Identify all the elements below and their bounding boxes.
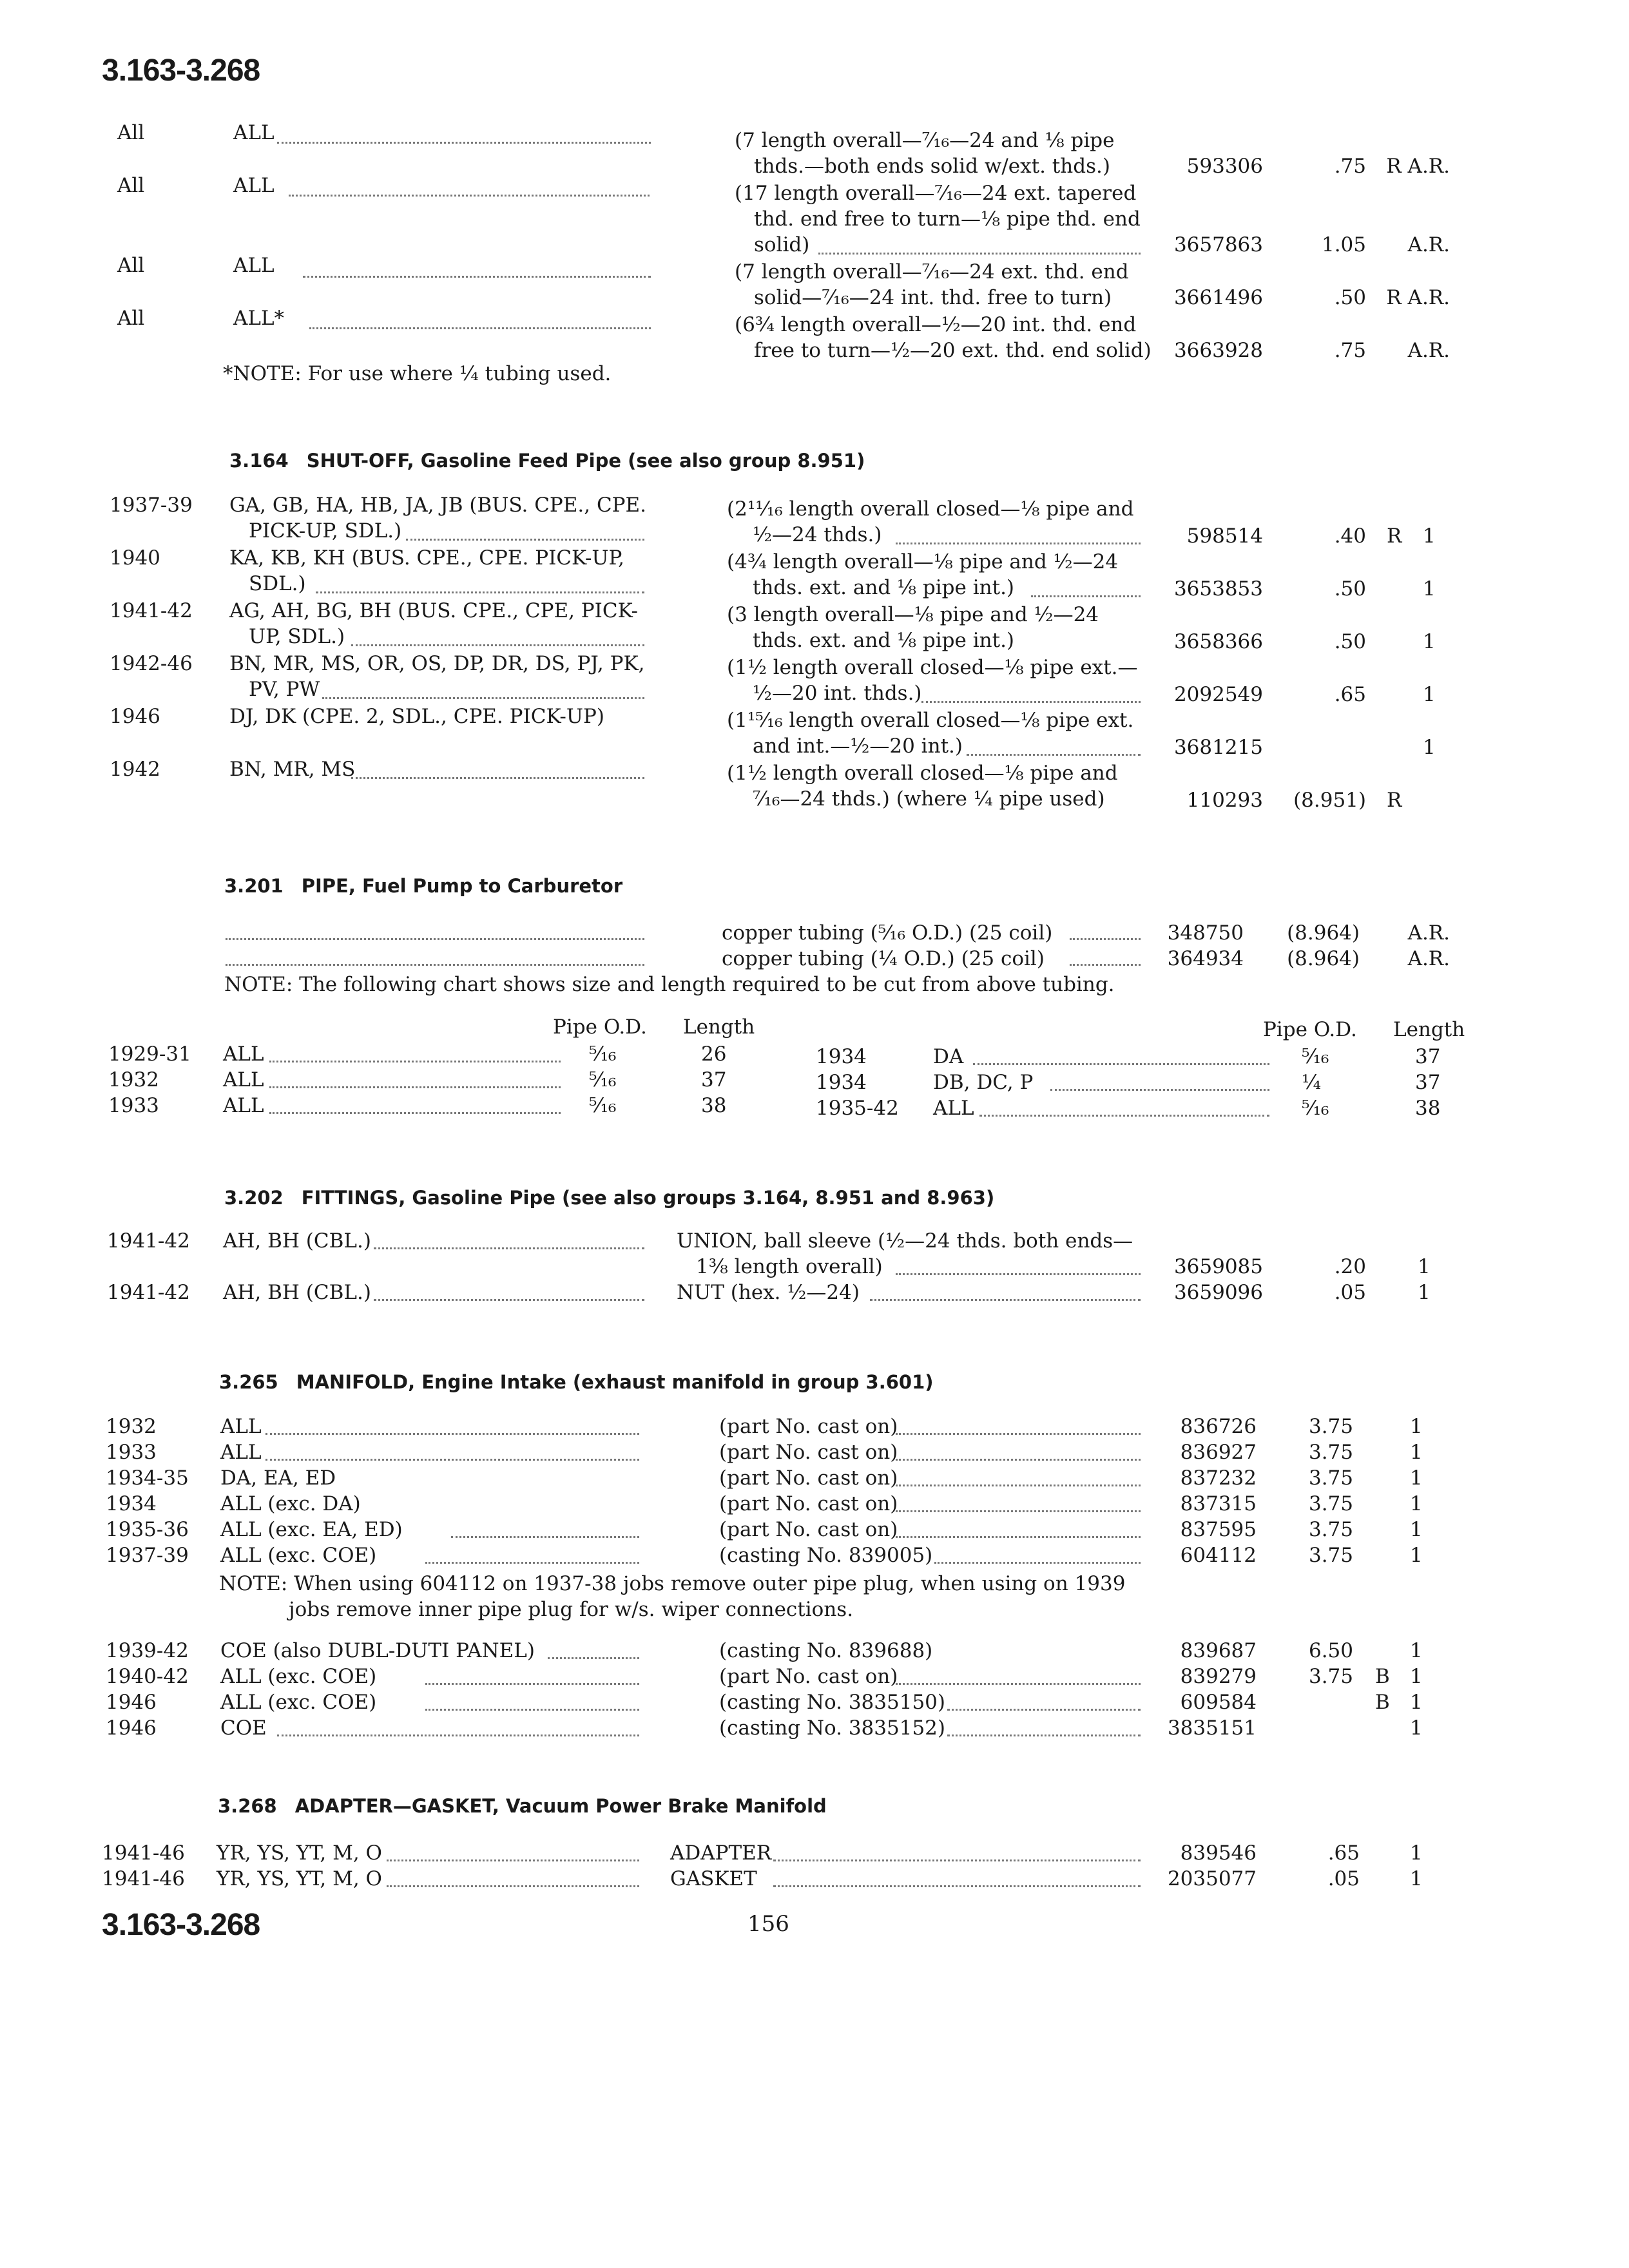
flag: B xyxy=(1375,1691,1390,1714)
year-cell: 1933 xyxy=(106,1441,157,1464)
leader-dots xyxy=(1070,938,1141,940)
model-cell: ALL (exc. DA) xyxy=(220,1492,361,1515)
part-number: 110293 xyxy=(1186,789,1263,812)
part-number: 837232 xyxy=(1180,1466,1257,1490)
qty: A.R. xyxy=(1407,233,1450,256)
price: (8.951) xyxy=(1293,789,1366,812)
desc-line: thd. end free to turn—⅛ pipe thd. end xyxy=(754,207,1141,231)
desc-line: (part No. cast on) xyxy=(719,1518,898,1541)
length: 38 xyxy=(701,1094,727,1117)
model-cell: COE xyxy=(220,1716,267,1740)
part-number: 3681215 xyxy=(1173,736,1263,759)
desc-line: (part No. cast on) xyxy=(719,1665,898,1688)
section-title: MANIFOLD, Engine Intake (exhaust manifold in group 3.601) xyxy=(296,1371,934,1393)
year-cell: 1946 xyxy=(106,1716,157,1740)
qty: 1 xyxy=(1410,1441,1423,1464)
year-cell: 1935-36 xyxy=(106,1518,189,1541)
qty: 1 xyxy=(1418,1255,1431,1278)
model-cell: DB, DC, P xyxy=(933,1071,1034,1094)
leader-dots xyxy=(870,1299,1141,1301)
desc-line: copper tubing (¼ O.D.) (25 coil) xyxy=(722,947,1045,970)
part-number: 2035077 xyxy=(1167,1867,1257,1890)
part-number: 839279 xyxy=(1180,1665,1257,1688)
year-cell: 1932 xyxy=(106,1415,157,1438)
price: .75 xyxy=(1334,339,1366,362)
model-cell: ALL xyxy=(233,121,275,144)
year-cell: 1934-35 xyxy=(106,1466,189,1490)
price: (8.964) xyxy=(1287,947,1360,970)
desc-line: 1⅜ length overall) xyxy=(696,1255,883,1278)
desc-line: (2¹¹⁄₁₆ length overall closed—⅛ pipe and xyxy=(727,497,1134,521)
year-cell: 1933 xyxy=(108,1094,159,1117)
section-heading xyxy=(229,450,865,472)
part-number: 598514 xyxy=(1186,524,1263,548)
year-cell: 1937-39 xyxy=(106,1544,189,1567)
qty: 1 xyxy=(1423,683,1436,706)
part-number: 3659085 xyxy=(1173,1255,1263,1278)
length: 37 xyxy=(1415,1045,1441,1068)
model-line: PICK-UP, SDL.) xyxy=(249,519,402,543)
desc-line: ADAPTER xyxy=(670,1841,772,1865)
desc-line: (6¾ length overall—½—20 int. thd. end xyxy=(735,313,1137,336)
desc-line: free to turn—½—20 ext. thd. end solid) xyxy=(754,339,1152,362)
desc-line: (casting No. 3835150) xyxy=(719,1691,945,1714)
section-heading xyxy=(219,1371,934,1393)
model-cell: ALL xyxy=(933,1097,974,1120)
leader-dots xyxy=(277,1735,639,1736)
qty: 1 xyxy=(1423,630,1436,653)
part-number: 839546 xyxy=(1180,1841,1257,1865)
section-number: 3.265 xyxy=(219,1371,278,1393)
model-cell: DA xyxy=(933,1045,964,1068)
qty: 1 xyxy=(1410,1716,1423,1740)
year-cell: 1946 xyxy=(110,705,160,728)
desc-line: (17 length overall—⁷⁄₁₆—24 ext. tapered xyxy=(735,182,1137,205)
note: NOTE: The following chart shows size and length required to be cut from above tubing. xyxy=(224,973,1115,996)
leader-dots xyxy=(947,1709,1141,1711)
desc-line: (casting No. 839688) xyxy=(719,1639,933,1662)
desc-line: solid—⁷⁄₁₆—24 int. thd. free to turn) xyxy=(754,286,1112,309)
model-line: BN, MR, MS, OR, OS, DP, DR, DS, PJ, PK, xyxy=(229,652,645,675)
leader-dots xyxy=(322,697,644,699)
length: 38 xyxy=(1415,1097,1441,1120)
price: 3.75 xyxy=(1308,1665,1353,1688)
qty: 1 xyxy=(1423,736,1436,759)
part-number: 3835151 xyxy=(1167,1716,1257,1740)
part-number: 364934 xyxy=(1167,947,1244,970)
qty: 1 xyxy=(1410,1518,1423,1541)
desc-line: solid) xyxy=(754,233,810,256)
pipe-od: ⁵⁄₁₆ xyxy=(1302,1097,1329,1120)
leader-dots xyxy=(967,754,1141,756)
note: *NOTE: For use where ¼ tubing used. xyxy=(223,362,612,385)
desc-line: (3 length overall—⅛ pipe and ½—24 xyxy=(727,603,1099,626)
part-number: 839687 xyxy=(1180,1639,1257,1662)
model-line: SDL.) xyxy=(249,572,306,595)
price: 3.75 xyxy=(1308,1518,1353,1541)
leader-dots xyxy=(316,591,644,593)
qty: 1 xyxy=(1410,1544,1423,1567)
part-number: 836927 xyxy=(1180,1441,1257,1464)
model-cell: ALL (exc. COE) xyxy=(220,1691,377,1714)
desc-line: (part No. cast on) xyxy=(719,1492,898,1515)
qty: A.R. xyxy=(1407,921,1450,945)
part-number: 609584 xyxy=(1180,1691,1257,1714)
leader-dots xyxy=(387,1860,639,1861)
part-number: 604112 xyxy=(1180,1544,1257,1567)
year-cell: 1939-42 xyxy=(106,1639,189,1662)
leader-dots xyxy=(973,1063,1269,1065)
leader-dots xyxy=(979,1115,1269,1117)
section-heading xyxy=(218,1795,827,1817)
desc-line: (part No. cast on) xyxy=(719,1415,898,1438)
part-number: 3653853 xyxy=(1173,577,1263,601)
desc-line: copper tubing (⁵⁄₁₆ O.D.) (25 coil) xyxy=(722,921,1053,945)
qty: 1 xyxy=(1410,1466,1423,1490)
leader-dots xyxy=(303,276,651,278)
leader-dots xyxy=(896,1485,1141,1486)
section-title: FITTINGS, Gasoline Pipe (see also groups 3.164, 8.951 and 8.963) xyxy=(301,1187,995,1209)
part-number: 3658366 xyxy=(1173,630,1263,653)
model-cell: ALL (exc. COE) xyxy=(220,1665,377,1688)
price: .05 xyxy=(1334,1281,1366,1304)
year-cell: 1941-46 xyxy=(102,1867,185,1890)
model-cell: YR, YS, YT, M, O xyxy=(217,1841,382,1865)
length: 37 xyxy=(1415,1071,1441,1094)
leader-dots xyxy=(387,1885,639,1887)
leader-dots xyxy=(265,1459,639,1461)
leader-dots xyxy=(1031,595,1141,597)
page-header-bottom: 3.163-3.268 xyxy=(102,1908,260,1942)
price: .75 xyxy=(1334,155,1366,178)
leader-dots xyxy=(374,1299,644,1301)
year-cell: 1940 xyxy=(110,546,160,570)
desc-line: (part No. cast on) xyxy=(719,1466,898,1490)
leader-dots xyxy=(351,777,644,779)
qty: 1 xyxy=(1410,1665,1423,1688)
qty: 1 xyxy=(1423,577,1436,601)
model-cell: ALL xyxy=(223,1068,264,1091)
part-number: 837315 xyxy=(1180,1492,1257,1515)
qty: 1 xyxy=(1410,1867,1423,1890)
qty: 1 xyxy=(1410,1639,1423,1662)
desc-line: (casting No. 3835152) xyxy=(719,1716,945,1740)
desc-line: (1½ length overall closed—⅛ pipe and xyxy=(727,762,1118,785)
price: 3.75 xyxy=(1308,1415,1353,1438)
part-number: 3659096 xyxy=(1173,1281,1263,1304)
year-cell: 1941-42 xyxy=(107,1281,190,1304)
price: (8.964) xyxy=(1287,921,1360,945)
model-cell: ALL (exc. EA, ED) xyxy=(220,1518,403,1541)
flag: B xyxy=(1375,1665,1390,1688)
qty: 1 xyxy=(1410,1841,1423,1865)
flag: R xyxy=(1387,789,1402,812)
desc-line: and int.—½—20 int.) xyxy=(753,735,963,758)
section-title: ADAPTER—GASKET, Vacuum Power Brake Manifold xyxy=(294,1795,827,1817)
leader-dots xyxy=(406,539,644,541)
part-number: 836726 xyxy=(1180,1415,1257,1438)
pipe-od: ⁵⁄₁₆ xyxy=(1302,1045,1329,1068)
qty: 1 xyxy=(1418,1281,1431,1304)
chart-head-od: Pipe O.D. xyxy=(553,1015,647,1039)
leader-dots xyxy=(896,1536,1141,1538)
part-number: 593306 xyxy=(1186,155,1263,178)
qty: A.R. xyxy=(1407,339,1450,362)
leader-dots xyxy=(351,644,644,646)
leader-dots xyxy=(921,701,1141,703)
leader-dots xyxy=(309,327,651,329)
year-cell: 1946 xyxy=(106,1691,157,1714)
section-number: 3.202 xyxy=(224,1187,284,1209)
model-cell: ALL xyxy=(223,1094,264,1117)
leader-dots xyxy=(451,1536,639,1538)
model-line: UP, SDL.) xyxy=(249,625,345,648)
price: .50 xyxy=(1334,577,1366,601)
leader-dots xyxy=(269,1112,561,1114)
pipe-od: ⁵⁄₁₆ xyxy=(589,1094,617,1117)
year-cell: 1941-42 xyxy=(107,1229,190,1253)
leader-dots xyxy=(896,1459,1141,1461)
desc-line: ½—20 int. thds.) xyxy=(753,682,922,705)
price: 3.75 xyxy=(1308,1544,1353,1567)
leader-dots xyxy=(947,1735,1141,1736)
desc-line: ½—24 thds.) xyxy=(753,523,882,546)
model-line: BN, MR, MS xyxy=(229,758,356,781)
desc-line: ⁷⁄₁₆—24 thds.) (where ¼ pipe used) xyxy=(753,787,1105,811)
note-line: NOTE: When using 604112 on 1937-38 jobs remove outer pipe plug, when using on 1939 xyxy=(219,1572,1126,1595)
leader-dots xyxy=(226,964,644,966)
part-number: 2092549 xyxy=(1173,683,1263,706)
model-cell: DA, EA, ED xyxy=(220,1466,336,1490)
leader-dots xyxy=(934,1562,1141,1564)
leader-dots xyxy=(425,1562,639,1564)
leader-dots xyxy=(1050,1089,1269,1091)
section-number: 3.201 xyxy=(224,875,284,897)
leader-dots xyxy=(548,1657,639,1659)
leader-dots xyxy=(374,1247,644,1249)
leader-dots xyxy=(896,1433,1141,1435)
desc-line: GASKET xyxy=(670,1867,757,1890)
year-cell: 1941-46 xyxy=(102,1841,185,1865)
leader-dots xyxy=(896,543,1141,544)
year-cell: 1932 xyxy=(108,1068,159,1091)
year-cell: All xyxy=(117,174,145,197)
year-cell: 1929-31 xyxy=(108,1043,191,1066)
part-number: 3661496 xyxy=(1173,286,1263,309)
price: 3.75 xyxy=(1308,1466,1353,1490)
leader-dots xyxy=(277,142,651,144)
qty: 1 xyxy=(1423,524,1436,548)
desc-line: (4¾ length overall—⅛ pipe and ½—24 xyxy=(727,550,1119,573)
desc-line: thds. ext. and ⅛ pipe int.) xyxy=(753,576,1015,599)
year-cell: 1937-39 xyxy=(110,494,193,517)
section-number: 3.164 xyxy=(229,450,289,472)
length: 26 xyxy=(701,1043,727,1066)
leader-dots xyxy=(265,1433,639,1435)
part-number: 348750 xyxy=(1167,921,1244,945)
model-cell: ALL xyxy=(223,1043,264,1066)
leader-dots xyxy=(425,1709,639,1711)
year-cell: 1935-42 xyxy=(816,1097,899,1120)
section-number: 3.268 xyxy=(218,1795,277,1817)
price: 1.05 xyxy=(1321,233,1366,256)
leader-dots xyxy=(773,1885,1141,1887)
leader-dots xyxy=(1070,964,1141,966)
model-cell: ALL* xyxy=(233,307,285,330)
page-number: 156 xyxy=(747,1911,789,1937)
year-cell: 1941-42 xyxy=(110,599,193,622)
chart-head-length: Length xyxy=(1393,1018,1465,1041)
model-line: DJ, DK (CPE. 2, SDL., CPE. PICK-UP) xyxy=(229,705,604,728)
year-cell: 1942-46 xyxy=(110,652,193,675)
leader-dots xyxy=(896,1273,1141,1275)
leader-dots xyxy=(226,938,644,940)
desc-line: (7 length overall—⁷⁄₁₆—24 ext. thd. end xyxy=(735,260,1129,284)
leader-dots xyxy=(896,1683,1141,1685)
price: 3.75 xyxy=(1308,1492,1353,1515)
year-cell: All xyxy=(117,254,145,277)
desc-line: thds.—both ends solid w/ext. thds.) xyxy=(754,155,1110,178)
length: 37 xyxy=(701,1068,727,1091)
price: .20 xyxy=(1334,1255,1366,1278)
year-cell: 1942 xyxy=(110,758,160,781)
qty: 1 xyxy=(1410,1415,1423,1438)
section-title: PIPE, Fuel Pump to Carburetor xyxy=(301,875,623,897)
leader-dots xyxy=(896,1510,1141,1512)
model-cell: ALL xyxy=(233,174,275,197)
qty: 1 xyxy=(1410,1492,1423,1515)
qty: R A.R. xyxy=(1386,286,1450,309)
model-cell: ALL xyxy=(233,254,275,277)
model-cell: AH, BH (CBL.) xyxy=(223,1281,371,1304)
chart-head-length: Length xyxy=(683,1015,755,1039)
price: .50 xyxy=(1334,286,1366,309)
qty: A.R. xyxy=(1407,947,1450,970)
leader-dots xyxy=(289,195,650,197)
year-cell: 1940-42 xyxy=(106,1665,189,1688)
desc-line: UNION, ball sleeve (½—24 thds. both ends— xyxy=(677,1229,1133,1253)
pipe-od: ⁵⁄₁₆ xyxy=(589,1043,617,1066)
price: .65 xyxy=(1334,683,1366,706)
note-line: jobs remove inner pipe plug for w/s. wiper connections. xyxy=(289,1598,854,1621)
price: .05 xyxy=(1327,1867,1360,1890)
leader-dots xyxy=(269,1086,561,1088)
year-cell: All xyxy=(117,307,145,330)
desc-line: (7 length overall—⁷⁄₁₆—24 and ⅛ pipe xyxy=(735,129,1115,152)
model-cell: ALL xyxy=(220,1415,262,1438)
model-line: PV, PW xyxy=(249,678,320,701)
desc-line: NUT (hex. ½—24) xyxy=(677,1281,860,1304)
price: 6.50 xyxy=(1308,1639,1353,1662)
section-heading xyxy=(224,875,622,897)
part-number: 3663928 xyxy=(1173,339,1263,362)
model-cell: AH, BH (CBL.) xyxy=(223,1229,371,1253)
leader-dots xyxy=(818,253,1141,255)
flag: R xyxy=(1387,524,1402,548)
chart-head-od: Pipe O.D. xyxy=(1263,1018,1357,1041)
price: .65 xyxy=(1327,1841,1360,1865)
year-cell: All xyxy=(117,121,145,144)
price: .50 xyxy=(1334,630,1366,653)
desc-line: (casting No. 839005) xyxy=(719,1544,933,1567)
model-line: GA, GB, HA, HB, JA, JB (BUS. CPE., CPE. xyxy=(229,494,647,517)
desc-line: (1½ length overall closed—⅛ pipe ext.— xyxy=(727,656,1138,679)
leader-dots xyxy=(425,1683,639,1685)
section-title: SHUT-OFF, Gasoline Feed Pipe (see also group 8.951) xyxy=(306,450,865,472)
pipe-od: ⁵⁄₁₆ xyxy=(589,1068,617,1091)
price: .40 xyxy=(1334,524,1366,548)
part-number: 3657863 xyxy=(1173,233,1263,256)
desc-line: thds. ext. and ⅛ pipe int.) xyxy=(753,629,1015,652)
year-cell: 1934 xyxy=(816,1071,867,1094)
desc-line: (part No. cast on) xyxy=(719,1441,898,1464)
pipe-od: ¼ xyxy=(1302,1071,1322,1094)
model-line: KA, KB, KH (BUS. CPE., CPE. PICK-UP, xyxy=(229,546,624,570)
leader-dots xyxy=(773,1860,1141,1861)
year-cell: 1934 xyxy=(816,1045,867,1068)
section-heading xyxy=(224,1187,994,1209)
year-cell: 1934 xyxy=(106,1492,157,1515)
model-cell: ALL xyxy=(220,1441,262,1464)
leader-dots xyxy=(269,1061,561,1062)
model-cell: YR, YS, YT, M, O xyxy=(217,1867,382,1890)
model-line: AG, AH, BG, BH (BUS. CPE., CPE, PICK- xyxy=(229,599,639,622)
qty: R A.R. xyxy=(1386,155,1450,178)
model-cell: COE (also DUBL-DUTI PANEL) xyxy=(220,1639,535,1662)
page-header-top: 3.163-3.268 xyxy=(102,53,260,88)
model-cell: ALL (exc. COE) xyxy=(220,1544,377,1567)
qty: 1 xyxy=(1410,1691,1423,1714)
price: 3.75 xyxy=(1308,1441,1353,1464)
part-number: 837595 xyxy=(1180,1518,1257,1541)
desc-line: (1¹⁵⁄₁₆ length overall closed—⅛ pipe ext. xyxy=(727,709,1134,732)
